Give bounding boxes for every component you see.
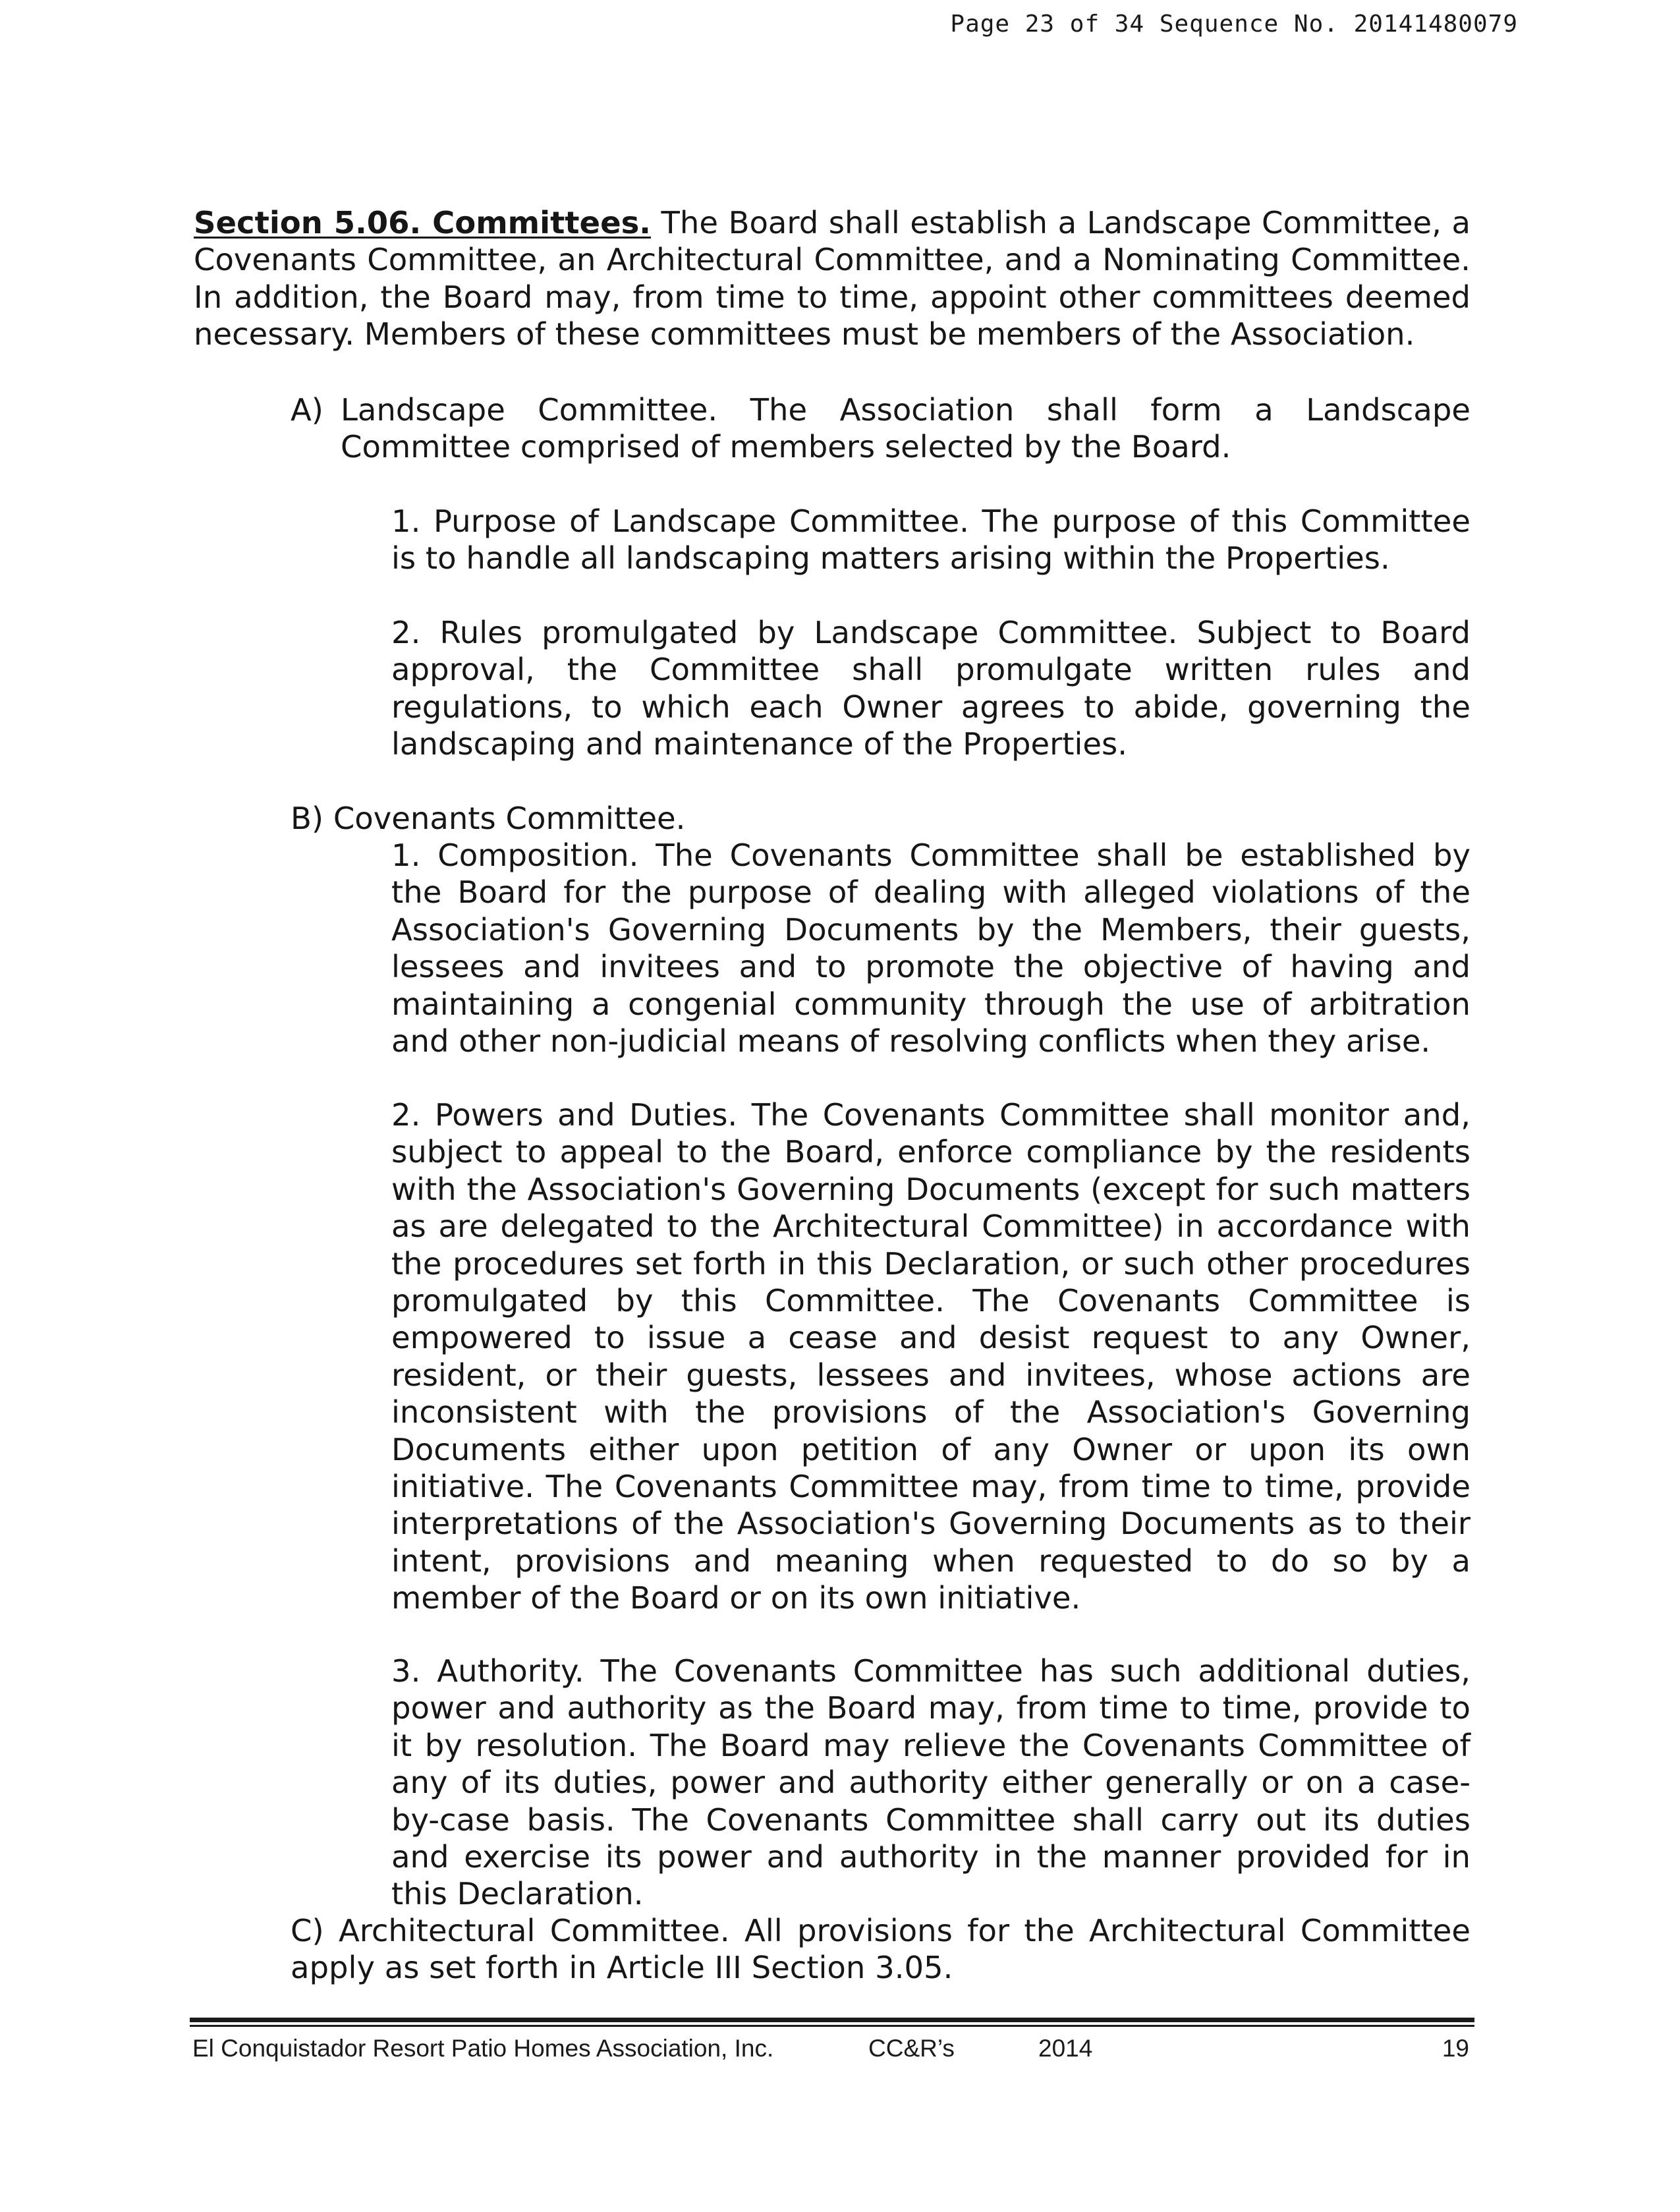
page-sequence-stamp: Page 23 of 34 Sequence No. 20141480079 <box>950 11 1518 38</box>
footer-divider-thick <box>190 2018 1474 2022</box>
subsection-a-label: A) <box>291 392 323 428</box>
landscape-item-rules: 2. Rules promulgated by Landscape Committee. Subject to Board approval, the Committee shall promulgate written rules and regulations, to which each Owner agrees to abide, governing the landscaping and maintenance of the Properties. <box>391 615 1470 762</box>
subsection-c-paragraph: C) Architectural Committee. All provisions for the Architectural Committee apply as set forth in Article III Section 3.05. <box>291 1913 1470 1986</box>
section-heading: Section 5.06. Committees. <box>194 205 651 241</box>
footer-organization: El Conquistador Resort Patio Homes Association, Inc. <box>192 2035 774 2062</box>
subsection-b-heading: B) Covenants Committee. <box>291 801 686 836</box>
covenants-item-composition: 1. Composition. The Covenants Committee shall be established by the Board for the purpose of dealing with alleged violations of the Association's Governing Documents by the Members, their guests, lessees and invitees and to promote the objective of having and maintaining a congenial community through the use of arbitration and other non-judicial means of resolving conflicts when they arise. <box>391 837 1470 1060</box>
covenants-item-authority: 3. Authority. The Covenants Committee has such additional duties, power and authority as the Board may, from time to time, provide to it by resolution. The Board may relieve the Covenants Committee of any of its duties, power and authority either generally or on a case-by-case basis. The Covenants Committee shall carry out its duties and exercise its power and authority in the manner provided for in this Declaration. <box>391 1653 1470 1912</box>
subsection-a-paragraph <box>291 391 1470 466</box>
section-5-06-paragraph <box>194 204 1470 353</box>
subsection-a-text: Landscape Committee. The Association shall form a Landscape Committee comprised of members selected by the Board. <box>341 392 1470 465</box>
footer-page-number: 19 <box>1442 2035 1469 2062</box>
footer-year: 2014 <box>1038 2035 1093 2062</box>
landscape-item-purpose: 1. Purpose of Landscape Committee. The purpose of this Committee is to handle all landscaping matters arising within the Properties. <box>391 503 1470 577</box>
section-body-text: The Board shall establish a Landscape Committee, a Covenants Committee, an Architectural Committee, and a Nominating Committee. In addition, the Board may, from time to time, appoint other committees deemed necessary. Members of these committees must be members of the Association. <box>194 205 1470 353</box>
footer-document-name: CC&R’s <box>868 2035 955 2062</box>
footer-divider-thin <box>190 2025 1474 2027</box>
covenants-item-powers-duties: 2. Powers and Duties. The Covenants Committee shall monitor and, subject to appeal to the Board, enforce compliance by the residents with the Association's Governing Documents (except for such matters as are delegated to the Architectural Committee) in accordance with the procedures set forth in this Declaration, or such other procedures promulgated by this Committee. The Covenants Committee is empowered to issue a cease and desist request to any Owner, resident, or their guests, lessees and invitees, whose actions are inconsistent with the provisions of the Association's Governing Documents either upon petition of any Owner or upon its own initiative. The Covenants Committee may, from time to time, provide interpretations of the Association's Governing Documents as to their intent, provisions and meaning when requested to do so by a member of the Board or on its own initiative. <box>391 1097 1470 1616</box>
